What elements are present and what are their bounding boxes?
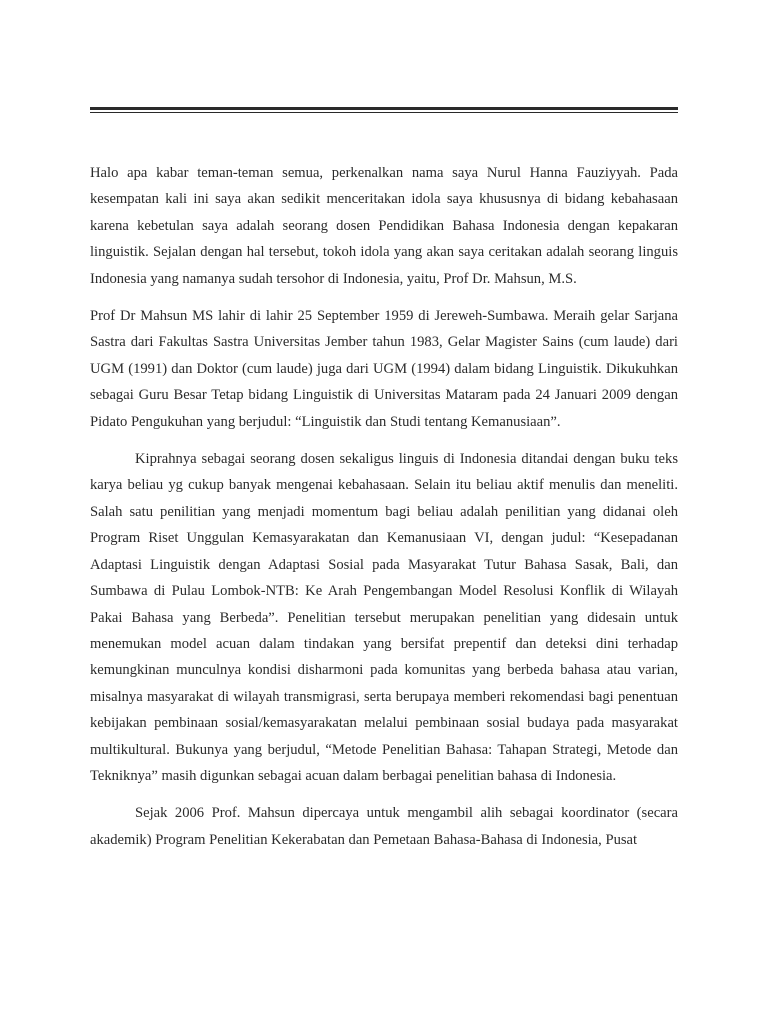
header-rule-thin [90, 112, 678, 113]
header-rule-thick [90, 107, 678, 110]
paragraph-program: Sejak 2006 Prof. Mahsun dipercaya untuk mengambil alih sebagai koordinator (secara akademik) Program Penelitian Kekerabatan dan Pemetaan Bahasa-Bahasa di Indonesia, Pusat [90, 805, 678, 848]
document-body [90, 160, 678, 864]
paragraph-intro: Halo apa kabar teman-teman semua, perkenalkan nama saya Nurul Hanna Fauziyyah. Pada kesempatan kali ini saya akan sedikit menceritakan idola saya khususnya di bidang kebahasaan karena kebetulan saya adalah seorang dosen Pendidikan Bahasa Indonesia dengan kepakaran linguistik. Sejalan dengan hal tersebut, tokoh idola yang akan saya ceritakan adalah seorang linguis Indonesia yang namanya sudah tersohor di Indonesia, yaitu, Prof Dr. Mahsun, M.S. [90, 165, 678, 287]
paragraph-biography: Prof Dr Mahsun MS lahir di lahir 25 September 1959 di Jereweh-Sumbawa. Meraih gelar Sarjana Sastra dari Fakultas Sastra Universitas Jember tahun 1983, Gelar Magister Sains (cum laude) dari UGM (1991) dan Doktor (cum laude) juga dari UGM (1994) dalam bidang Linguistik. Dikukuhkan sebagai Guru Besar Tetap bidang Linguistik di Universitas Mataram pada 24 Januari 2009 dengan Pidato Pengukuhan yang berjudul: “Linguistik dan Studi tentang Kemanusiaan”. [90, 308, 678, 430]
paragraph-career: Kiprahnya sebagai seorang dosen sekaligus linguis di Indonesia ditandai dengan buku teks karya beliau yg cukup banyak mengenai kebahasaan. Selain itu beliau aktif menulis dan meneliti. Salah satu penilitian yang menjadi momentum bagi beliau adalah penilitian yang didanai oleh Program Riset Unggulan Kemasyarakatan dan Kemanusiaan VI, dengan judul: “Kesepadanan Adaptasi Linguistik dengan Adaptasi Sosial pada Masyarakat Tutur Bahasa Sasak, Bali, dan Sumbawa di Pulau Lombok-NTB: Ke Arah Pengembangan Model Resolusi Konflik di Wilayah Pakai Bahasa yang Berbeda”. Penelitian tersebut merupakan penelitian yang didesain untuk menemukan model acuan dalam tindakan yang bersifat prepentif dan deteksi dini terhadap kemungkinan munculnya kondisi disharmoni pada komunitas yang berbeda bahasa atau varian, misalnya masyarakat di wilayah transmigrasi, serta berupaya memberi rekomendasi bagi penentuan kebijakan pembinaan sosial/kemasyarakatan melalui pembinaan sosial budaya pada masyarakat multikultural. Bukunya yang berjudul, “Metode Penelitian Bahasa: Tahapan Strategi, Metode dan Tekniknya” masih digunkan sebagai acuan dalam berbagai penelitian bahasa di Indonesia. [90, 451, 678, 784]
